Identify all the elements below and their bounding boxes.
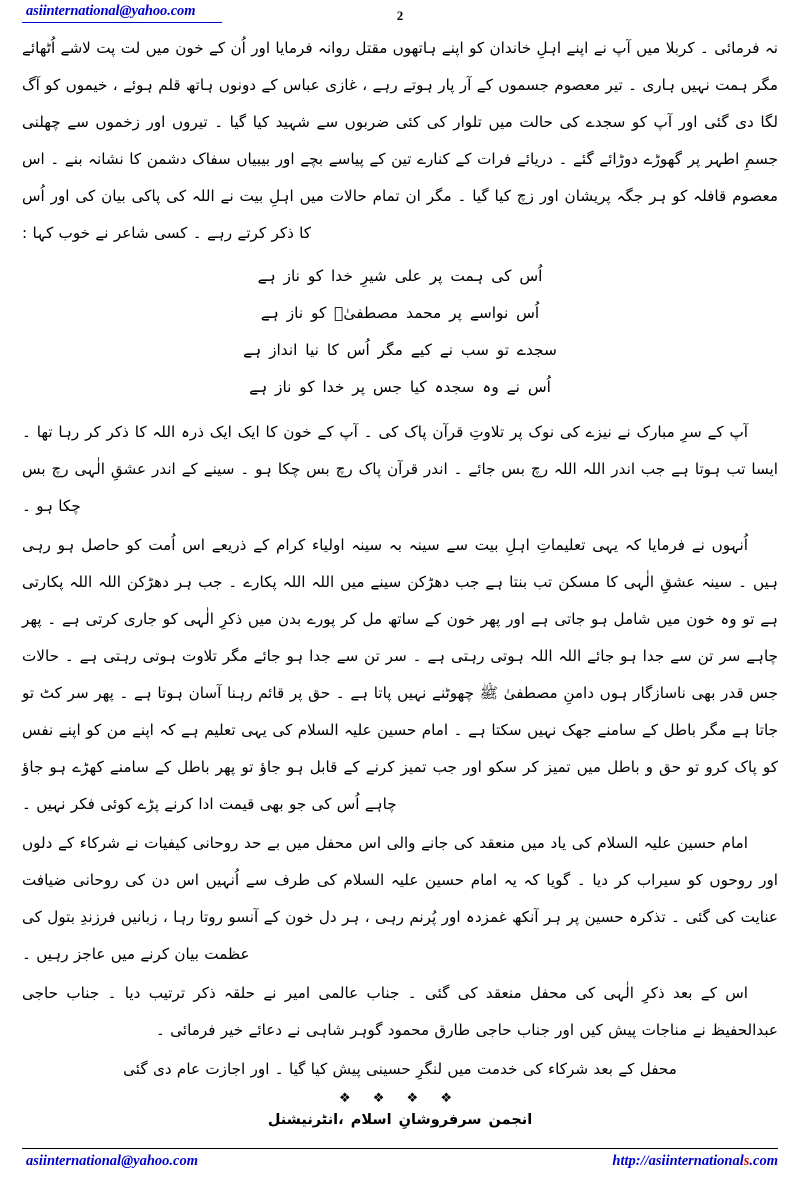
poetry-block [22, 258, 778, 406]
body-paragraph: اُنہوں نے فرمایا کہ یہی تعلیماتِ اہلِ بیت سے سینہ بہ سینہ اولیاء کرام کے ذریعے اس اُمت کو حاصل ہو رہی ہیں ۔ سینہ عشقِ الٰہی کا مسکن تب بنتا ہے جب دھڑکن سینے میں اللہ اللہ پکارے ۔ جب ہر دھڑکن اللہ اللہ پکارتی ہے تو وہ خون میں شامل ہو جاتی ہے اور پھر خون کے ساتھ مل کر پورے بدن میں ذکرِ الٰہی کو جاری کرتی ہے ۔ پھر چاہے سر تن سے جدا ہو جائے اللہ اللہ ہوتی رہتی ہے ۔ سر تن سے جدا ہو جائے مگر تلاوت ہوتی رہتی ہے ۔ حالات جس قدر بھی ناسازگار ہوں دامنِ مصطفیٰ ﷺ چھوٹنے نہیں پاتا ہے ۔ حق پر قائم رہنا آسان ہوتا ہے ۔ پھر سر کٹ تو جاتا ہے مگر باطل کے سامنے جھک نہیں سکتا ہے ۔ امام حسین علیہ السلام کی یہی تعلیم ہے کہ اپنے من کو اپنے نفس کو پاک کرو تو حق و باطل میں تمیز کر سکو اور جب تمیز کرنے کے قابل ہو جاؤ تو پھر باطل کے سامنے کھڑے ہو جاؤ چاہے اُس کی جو بھی قیمت ادا کرنے پڑے کوئی فکر نہیں ۔ [22, 536, 778, 813]
document-body [22, 30, 778, 1085]
poetry-line: اُس کی ہمت پر علی شیرِ خدا کو ناز ہے [257, 267, 543, 285]
footer-divider [22, 1148, 778, 1149]
footer-email-link[interactable]: asiinternational@yahoo.com [26, 1153, 198, 1169]
body-paragraph: آپ کے سرِ مبارک نے نیزے کی نوک پر تلاوتِ قرآن پاک کی ۔ آپ کے خون کا ایک ایک ذرہ اللہ کا ذکر کر رہا تھا ۔ ایسا تب ہوتا ہے جب اندر اللہ اللہ رچ بس جائے ۔ اندر قرآن پاک رچ بس چکا ہو ۔ سینے کے اندر عشقِ الٰہی رچ بس چکا ہو ۔ [22, 423, 778, 515]
ornament-divider: ❖ ❖ ❖ ❖ [338, 1091, 461, 1106]
body-paragraph: نہ فرمائی ۔ کربلا میں آپ نے اپنے اہلِ خاندان کو اپنے ہاتھوں مقتل روانہ فرمایا اور اُن کے خون میں لت پت لاشے اُٹھائے مگر ہمت نہیں ہاری ۔ تیر معصوم جسموں کے آر پار ہوتے رہے ، غازی عباس کے دونوں ہاتھ قلم ہوئے ، خیموں کو آگ لگا دی گئی اور آپ کو سجدے کی حالت میں تلوار کی کئی ضربوں سے شہید کیا گیا ۔ تیروں اور زخموں سے چھلنی جسمِ اطہر پر گھوڑے دوڑائے گئے ۔ دریائے فرات کے کنارے تین کے پیاسے بچے اور بیبیاں سفاک دشمن کا نشانہ بنے ۔ اس معصوم قافلہ کو ہر جگہ پریشان اور زچ کیا گیا ۔ مگر ان تمام حالات میں اہلِ بیت نے اللہ کی پاکی بیان کی اور اُس کا ذکر کرتے رہے ۔ کسی شاعر نے خوب کہا : [22, 39, 778, 242]
footer-url-suffix: .com [749, 1153, 778, 1169]
page-footer [0, 1148, 800, 1188]
page-number: 2 [396, 8, 404, 23]
organization-name: انجمن سرفروشانِ اسلام ،انٹرنیشنل [267, 1112, 533, 1128]
footer-url-link[interactable] [612, 1153, 778, 1170]
footer-url-highlight: s [743, 1153, 750, 1169]
poetry-line: سجدے تو سب نے کیے مگر اُس کا نیا انداز ہے [243, 341, 557, 359]
header-email-link[interactable]: asiinternational@yahoo.com [26, 3, 196, 19]
body-paragraph: محفل کے بعد شرکاء کی خدمت میں لنگرِ حسینی پیش کیا گیا ۔ اور اجازت عام دی گئی [123, 1060, 677, 1078]
poetry-line: اُس نواسے پر محمد مصطفیٰؐ کو ناز ہے [260, 304, 540, 322]
poetry-line: اُس نے وہ سجدہ کیا جس پر خدا کو ناز ہے [249, 378, 551, 396]
body-paragraph: امام حسین علیہ السلام کی یاد میں منعقد کی جانے والی اس محفل میں بے حد روحانی کیفیات نے شرکاء کے دلوں اور روحوں کو سیراب کر دیا ۔ گویا کہ یہ امام حسین علیہ السلام کی طرف سے اُنہیں اس دن کی روحانی ضیافت عنایت کی گئی ۔ تذکرہ حسین پر ہر آنکھ غمزدہ اور پُرنم رہی ، ہر دل خون کے آنسو روتا رہا ، زبانیں فرزندِ بتول کی عظمت بیان کرنے میں عاجز رہیں ۔ [22, 834, 778, 963]
footer-url-prefix: http://asiinternational [612, 1153, 744, 1169]
body-paragraph: اس کے بعد ذکرِ الٰہی کی محفل منعقد کی گئی ۔ جناب عالمی امیر نے حلقہ ذکر ترتیب دیا ۔ جناب حاجی عبدالحفیظ نے مناجات پیش کیں اور جناب حاجی طارق محمود گوہر شاہی نے دعائے خیر فرمائی ۔ [22, 984, 778, 1039]
page-header [0, 0, 800, 30]
